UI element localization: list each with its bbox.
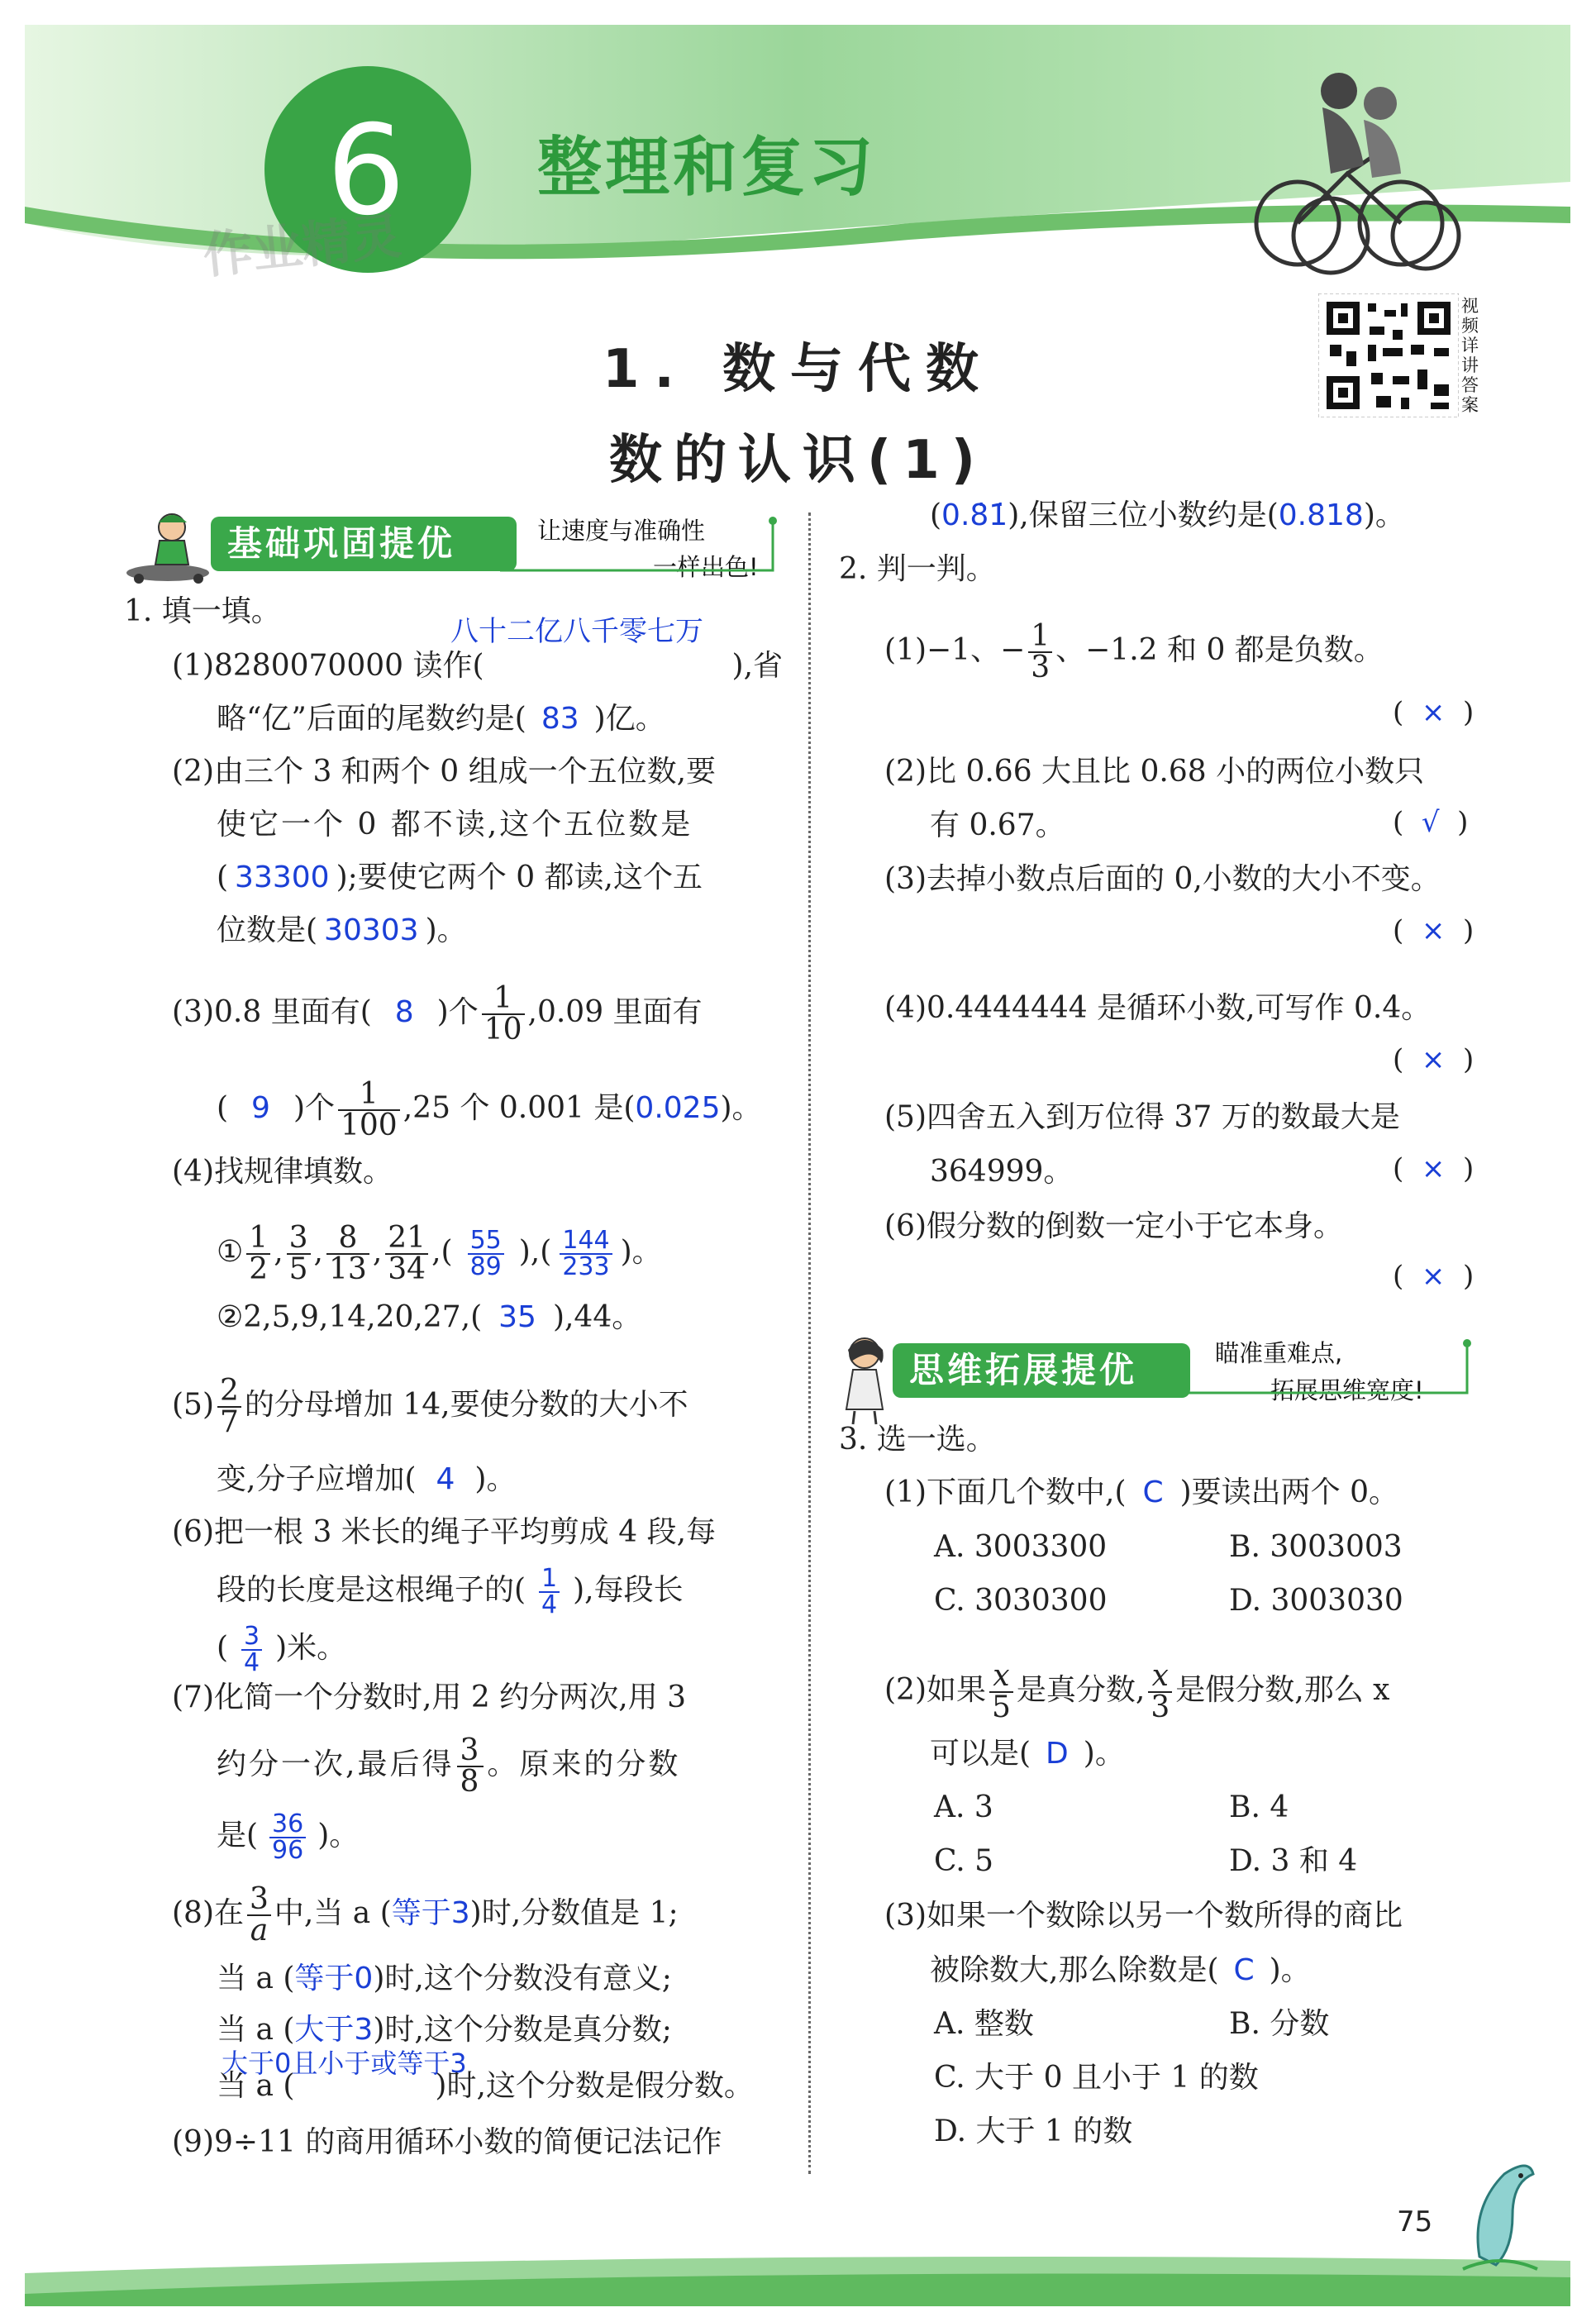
q3-1-text-b: )要读出两个 0。 [1179,1476,1399,1509]
q1-7-answer: $\frac{36}{96}$ [269,1812,306,1863]
q1-3-text-b: )个 [436,995,479,1029]
q1-7-fraction: $\frac{3}{8}$ [457,1736,484,1797]
seq2-text: ②2,5,9,14,20,27,( [217,1300,483,1334]
q3-2-option-d: D. 3 和 4 [1229,1844,1358,1878]
q1-8-text-f: 当 a ( [217,2013,295,2047]
q1-6-line1: (6)把一根 3 米长的绳子平均剪成 4 段,每 [172,1515,717,1549]
q1-2-text-d: )。 [425,913,467,947]
q2-2-line2: 有 0.67。 [930,808,1065,842]
q1-6-line3 [217,1624,346,1676]
q1-3-text-d: ( [217,1091,229,1125]
q2-1-judgement: ( × ) [1393,696,1475,729]
q1-8-text-c: )时,分数值是 1; [469,1896,679,1930]
q1-8-text-e: )时,这个分数没有意义; [373,1962,672,1995]
q1-7-text-a: 约分一次,最后得 [217,1747,455,1781]
cont-open: ( [930,498,942,532]
q3-1-option-a: A. 3003300 [934,1530,1108,1564]
lesson-title: 数的认识(1) [608,430,988,491]
q1-1-text-c: 略“亿”后面的尾数约是( [217,702,526,736]
q1-5-text-c: 变,分子应增加( [217,1462,417,1496]
q2-5-judgement: ( × ) [1393,1152,1475,1185]
q2-2-judgement: ( √ ) [1393,806,1469,839]
q2-1-line [884,619,1384,684]
q1-3-answer-2: 9 [251,1091,270,1125]
q1-3-text-a: (3)0.8 里面有( [172,995,372,1029]
q1-3-fraction-1: $\frac{1}{10}$ [482,984,525,1045]
q3-2-line1 [884,1661,1389,1723]
q1-6-text-a: 段的长度是这根绳子的( [217,1573,526,1607]
q1-1-answer-approx: 83 [541,702,579,736]
q1-4-line1: (4)找规律填数。 [172,1155,393,1189]
q3-2-option-a: A. 3 [934,1790,993,1824]
banner-note-line2: 一样出色! [653,553,759,581]
column-divider [808,513,811,2174]
q1-6-line2 [217,1566,684,1618]
seq2-answer: 35 [498,1300,536,1334]
girl-mascot-icon [835,1335,897,1426]
q1-5-text-d: )。 [474,1462,517,1496]
q2-3-line1: (3)去掉小数点后面的 0,小数的大小不变。 [884,862,1441,896]
q1-8-answer-1: 等于3 [391,1896,470,1930]
q1-3-line1 [172,981,703,1046]
q1-1-line1 [172,646,783,686]
q1-2-line2: 使它一个 0 都不读,这个五位数是 [217,808,693,841]
q3-1-option-c: C. 3030300 [934,1584,1108,1618]
q2-4-judgement: ( × ) [1393,1043,1475,1076]
q1-1-answer-reading: 八十二亿八千零七万 [450,615,703,648]
dolphin-icon [1455,2157,1546,2281]
q1-3-line2 [217,1077,762,1142]
q1-8-fraction: $\frac{3}{a}$ [247,1885,271,1946]
q1-8-text-i: )时,这个分数是假分数。 [435,2069,754,2103]
q3-3-option-a: A. 整数 [934,2007,1034,2041]
q3-2-text-c: 是假分数,那么 x [1175,1673,1390,1707]
q1-heading: 1. 填一填。 [124,594,281,628]
q3-2-text-b: 是真分数, [1016,1673,1146,1707]
q3-3-line2 [930,1951,1311,1990]
q1-2-answer-1: 33300 [235,861,330,894]
q1-2-text-b: );要使它两个 0 都读,这个五 [336,861,703,894]
q3-3-text-b: )。 [1269,1953,1311,1987]
basic-practice-banner: 基础巩固提优 [211,517,517,571]
banner2-underline [1174,1335,1479,1409]
q1-1-line2 [217,699,665,739]
q1-7-text-d: )。 [317,1819,360,1852]
q1-2-line3 [217,858,703,898]
seq-answer-2: $\frac{144}{233}$ [560,1228,612,1280]
q1-6-answer-2: $\frac{3}{4}$ [241,1624,262,1676]
banner-note-line1: 让速度与准确性 [537,517,706,545]
q1-5-text-a: (5) [172,1388,214,1422]
q1-7-line1: (7)化简一个分数时,用 2 约分两次,用 3 [172,1681,687,1714]
q1-3-text-c: ,0.09 里面有 [527,995,703,1029]
q3-2-option-b: B. 4 [1229,1790,1289,1824]
q3-1-text-a: (1)下面几个数中,( [884,1476,1127,1509]
q1-7-line2 [217,1733,681,1799]
q2-4-line1: (4)0.4444444 是循环小数,可写作 0.4̇。 [884,991,1432,1025]
q2-5-line1: (5)四舍五入到万位得 37 万的数最大是 [884,1100,1400,1134]
banner-underline [500,513,798,587]
seq-fraction-3: $\frac{8}{13}$ [326,1223,369,1285]
q1-5-line2 [217,1460,516,1499]
q1-3-text-g: )。 [720,1091,762,1125]
q1-2-text-a: ( [217,861,229,894]
q1-2-text-c: 位数是( [217,913,318,947]
chapter-title: 整理和复习 [537,131,877,205]
seq-answer-1: $\frac{55}{89}$ [468,1228,504,1280]
q1-6-text-b: ),每段长 [573,1573,684,1607]
q1-5-line1 [172,1376,688,1437]
q1-8-answer-3: 大于3 [294,2013,374,2047]
q1-3-answer-3: 0.025 [635,1091,721,1125]
q1-9-line1: (9)9÷11 的商用循环小数的简便记法记作 [172,2125,722,2159]
q1-6-text-c: ( [217,1631,229,1665]
q1-8-answer-2: 等于0 [294,1962,374,1995]
q1-7-line3 [217,1809,360,1865]
banner2-note-line1: 瞄准重难点, [1215,1339,1343,1367]
q1-3-text-f: ,25 个 0.001 是( [403,1091,636,1125]
q1-2-line1: (2)由三个 3 和两个 0 组成一个五位数,要 [172,755,717,789]
q3-1-option-b: B. 3003003 [1229,1530,1403,1564]
q1-1-text-a: (1)8280070000 读作( [172,649,484,683]
q1-5-fraction: $\frac{2}{7}$ [217,1376,241,1437]
cont-mid: ),保留三位小数约是( [1008,498,1279,532]
q2-heading: 2. 判一判。 [839,552,996,586]
circle-one: ① [217,1235,244,1269]
q1-5-text-b: 的分母增加 14,要使分数的大小不 [244,1388,688,1422]
q1-1-text-d: )亿。 [593,702,665,736]
q1-8-answer-4: 大于0且小于或等于3 [222,2048,467,2079]
footer-band [0,2248,1596,2317]
q1-8-text-b: 中,当 a ( [274,1896,392,1930]
q3-3-answer: C [1233,1953,1255,1987]
q2-1-text-a: (1)−1、− [884,633,1026,667]
seq2-end: ),44。 [552,1300,642,1334]
q3-3-option-d: D. 大于 1 的数 [934,2114,1133,2148]
cont-close: )。 [1363,498,1405,532]
cyclist-illustration [1240,58,1463,281]
q2-5-line2: 364999。 [930,1155,1074,1189]
q3-2-text-d: 可以是( [930,1737,1031,1771]
q2-1-fraction: $\frac{1}{3}$ [1028,622,1052,683]
q3-1-line1 [884,1473,1398,1513]
q1-2-line4 [217,911,467,951]
q3-2-text-e: )。 [1083,1737,1125,1771]
q3-2-fraction-1: $\frac{x}{5}$ [989,1661,1013,1723]
page-number: 75 [1397,2205,1433,2238]
q2-6-judgement: ( × ) [1393,1260,1475,1293]
seq-fraction-4: $\frac{21}{34}$ [385,1223,428,1285]
q1-5-answer: 4 [436,1462,455,1496]
q1-3-text-e: )个 [293,1091,335,1125]
q3-3-option-c: C. 大于 0 且小于 1 的数 [934,2061,1259,2095]
q1-4-sequence-2 [217,1298,641,1337]
watermark: 作业精灵 [200,207,404,286]
q1-9-answer-2: 0.818 [1278,498,1364,532]
q3-2-text-a: (2)如果 [884,1673,986,1707]
q1-8-line1 [172,1882,679,1948]
q2-3-judgement: ( × ) [1393,914,1475,947]
q3-2-line2 [930,1734,1125,1774]
q3-3-option-b: B. 分数 [1229,2007,1330,2041]
q1-7-text-b: 。原来的分数 [487,1747,681,1781]
q1-4-sequence-1: ① $\frac{1}{2}$ , $\frac{3}{5}$ , $\frac{8}{13}$ , $\frac{21}{34}$ ,( $\frac{55}{89}$ ),( $\frac{144}{233}$ )。 [217,1221,662,1286]
q1-3-answer-1: 8 [394,995,414,1029]
q3-2-fraction-2: $\frac{x}{3}$ [1148,1661,1172,1723]
q1-8-line4 [217,2067,754,2106]
seq-fraction-1: $\frac{1}{2}$ [246,1223,270,1285]
q1-6-answer-1: $\frac{1}{4}$ [539,1566,560,1618]
q1-3-fraction-2: $\frac{1}{100}$ [338,1080,400,1141]
q3-1-answer: C [1142,1476,1164,1509]
q1-1-text-b: ),省 [731,649,784,683]
q3-2-option-c: C. 5 [934,1844,994,1878]
q3-2-answer: D [1046,1737,1069,1771]
q1-8-text-g: )时,这个分数是真分数; [373,2013,672,2047]
chapter-number: 6 [326,99,406,243]
qr-label: 视频详讲答案 [1461,296,1479,415]
seq-fraction-2: $\frac{3}{5}$ [287,1223,311,1285]
q1-6-text-d: )米。 [275,1631,347,1665]
q3-3-text-a: 被除数大,那么除数是( [930,1953,1219,1987]
q1-8-line2 [217,1959,672,1999]
q3-heading: 3. 选一选。 [839,1423,996,1456]
q1-9-continuation [930,496,1405,536]
q1-8-text-d: 当 a ( [217,1962,295,1995]
q3-3-line1: (3)如果一个数除以另一个数所得的商比 [884,1899,1403,1933]
q1-2-answer-2: 30303 [324,913,419,947]
banner2-note-line2: 拓展思维宽度! [1270,1376,1424,1404]
q3-1-option-d: D. 3003030 [1229,1584,1403,1618]
q2-6-line1: (6)假分数的倒数一定小于它本身。 [884,1209,1343,1243]
q1-8-text-h: 当 a ( [217,2069,295,2103]
q1-9-answer-1: 0.8̇1̇ [941,498,1008,532]
section-title: 1. 数与代数 [602,339,994,400]
q1-8-text-a: (8)在 [172,1896,244,1930]
skateboard-mascot-icon [122,511,213,585]
q2-2-line1: (2)比 0.66 大且比 0.68 小的两位小数只 [884,755,1425,789]
q1-7-text-c: 是( [217,1819,259,1852]
q2-1-text-b: 、−1.2 和 0 都是负数。 [1055,633,1384,667]
thinking-extension-banner: 思维拓展提优 [893,1343,1190,1398]
